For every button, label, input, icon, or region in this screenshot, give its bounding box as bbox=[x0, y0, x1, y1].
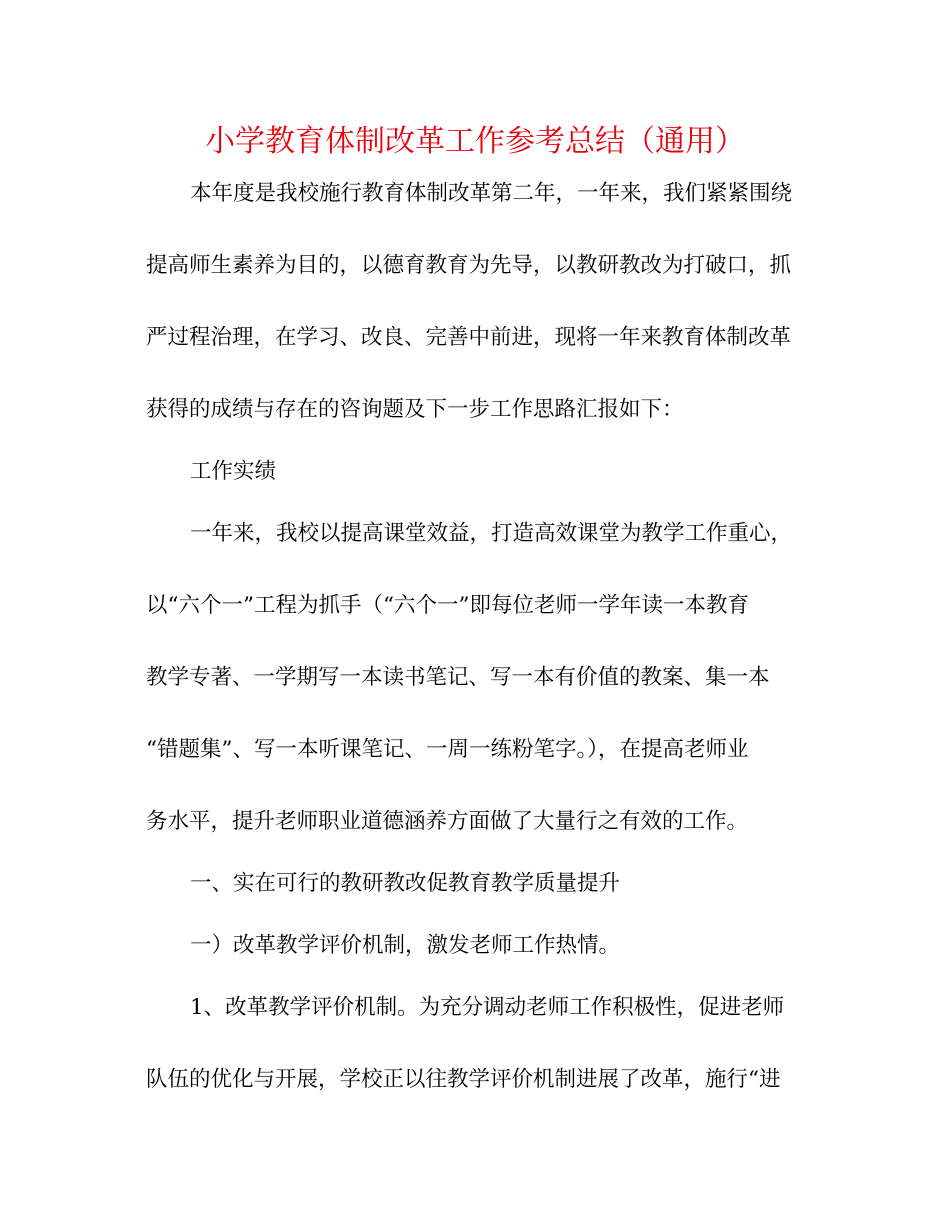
paragraph-line-1: 本年度是我校施行教育体制改革第二年，一年来，我们紧紧围绕 bbox=[190, 181, 793, 206]
section-heading-work-results: 工作实绩 bbox=[190, 459, 277, 484]
paragraph-line-14: 队伍的优化与开展，学校正以往教学评价机制进展了改革，施行“进 bbox=[146, 1067, 781, 1092]
subsection-heading-one: 一）改革教学评价机制，激发老师工作热情。 bbox=[190, 933, 621, 958]
paragraph-line-7: 以“六个一”工程为抓手（“六个一”即每位老师一学年读一本教育 bbox=[146, 593, 749, 618]
paragraph-line-4: 获得的成绩与存在的咨询题及下一步工作思路汇报如下： bbox=[146, 397, 684, 422]
document-title: 小学教育体制改革工作参考总结（通用） bbox=[205, 124, 745, 159]
paragraph-line-9: “错题集”、写一本听课笔记、一周一练粉笔字。），在提高老师业 bbox=[146, 737, 749, 762]
paragraph-line-13: 1、改革教学评价机制。为充分调动老师工作积极性，促进老师 bbox=[190, 995, 785, 1020]
paragraph-line-6: 一年来，我校以提高课堂效益，打造高效课堂为教学工作重心， bbox=[190, 521, 793, 546]
section-heading-one: 一、实在可行的教研教改促教育教学质量提升 bbox=[190, 871, 621, 896]
paragraph-line-8: 教学专著、一学期写一本读书笔记、写一本有价值的教案、集一本 bbox=[146, 665, 770, 690]
paragraph-line-2: 提高师生素养为目的，以德育教育为先导，以教研教改为打破口，抓 bbox=[146, 253, 792, 278]
paragraph-line-10: 务水平，提升老师职业道德涵养方面做了大量行之有效的工作。 bbox=[146, 809, 749, 834]
paragraph-line-3: 严过程治理，在学习、改良、完善中前进，现将一年来教育体制改革 bbox=[146, 325, 792, 350]
